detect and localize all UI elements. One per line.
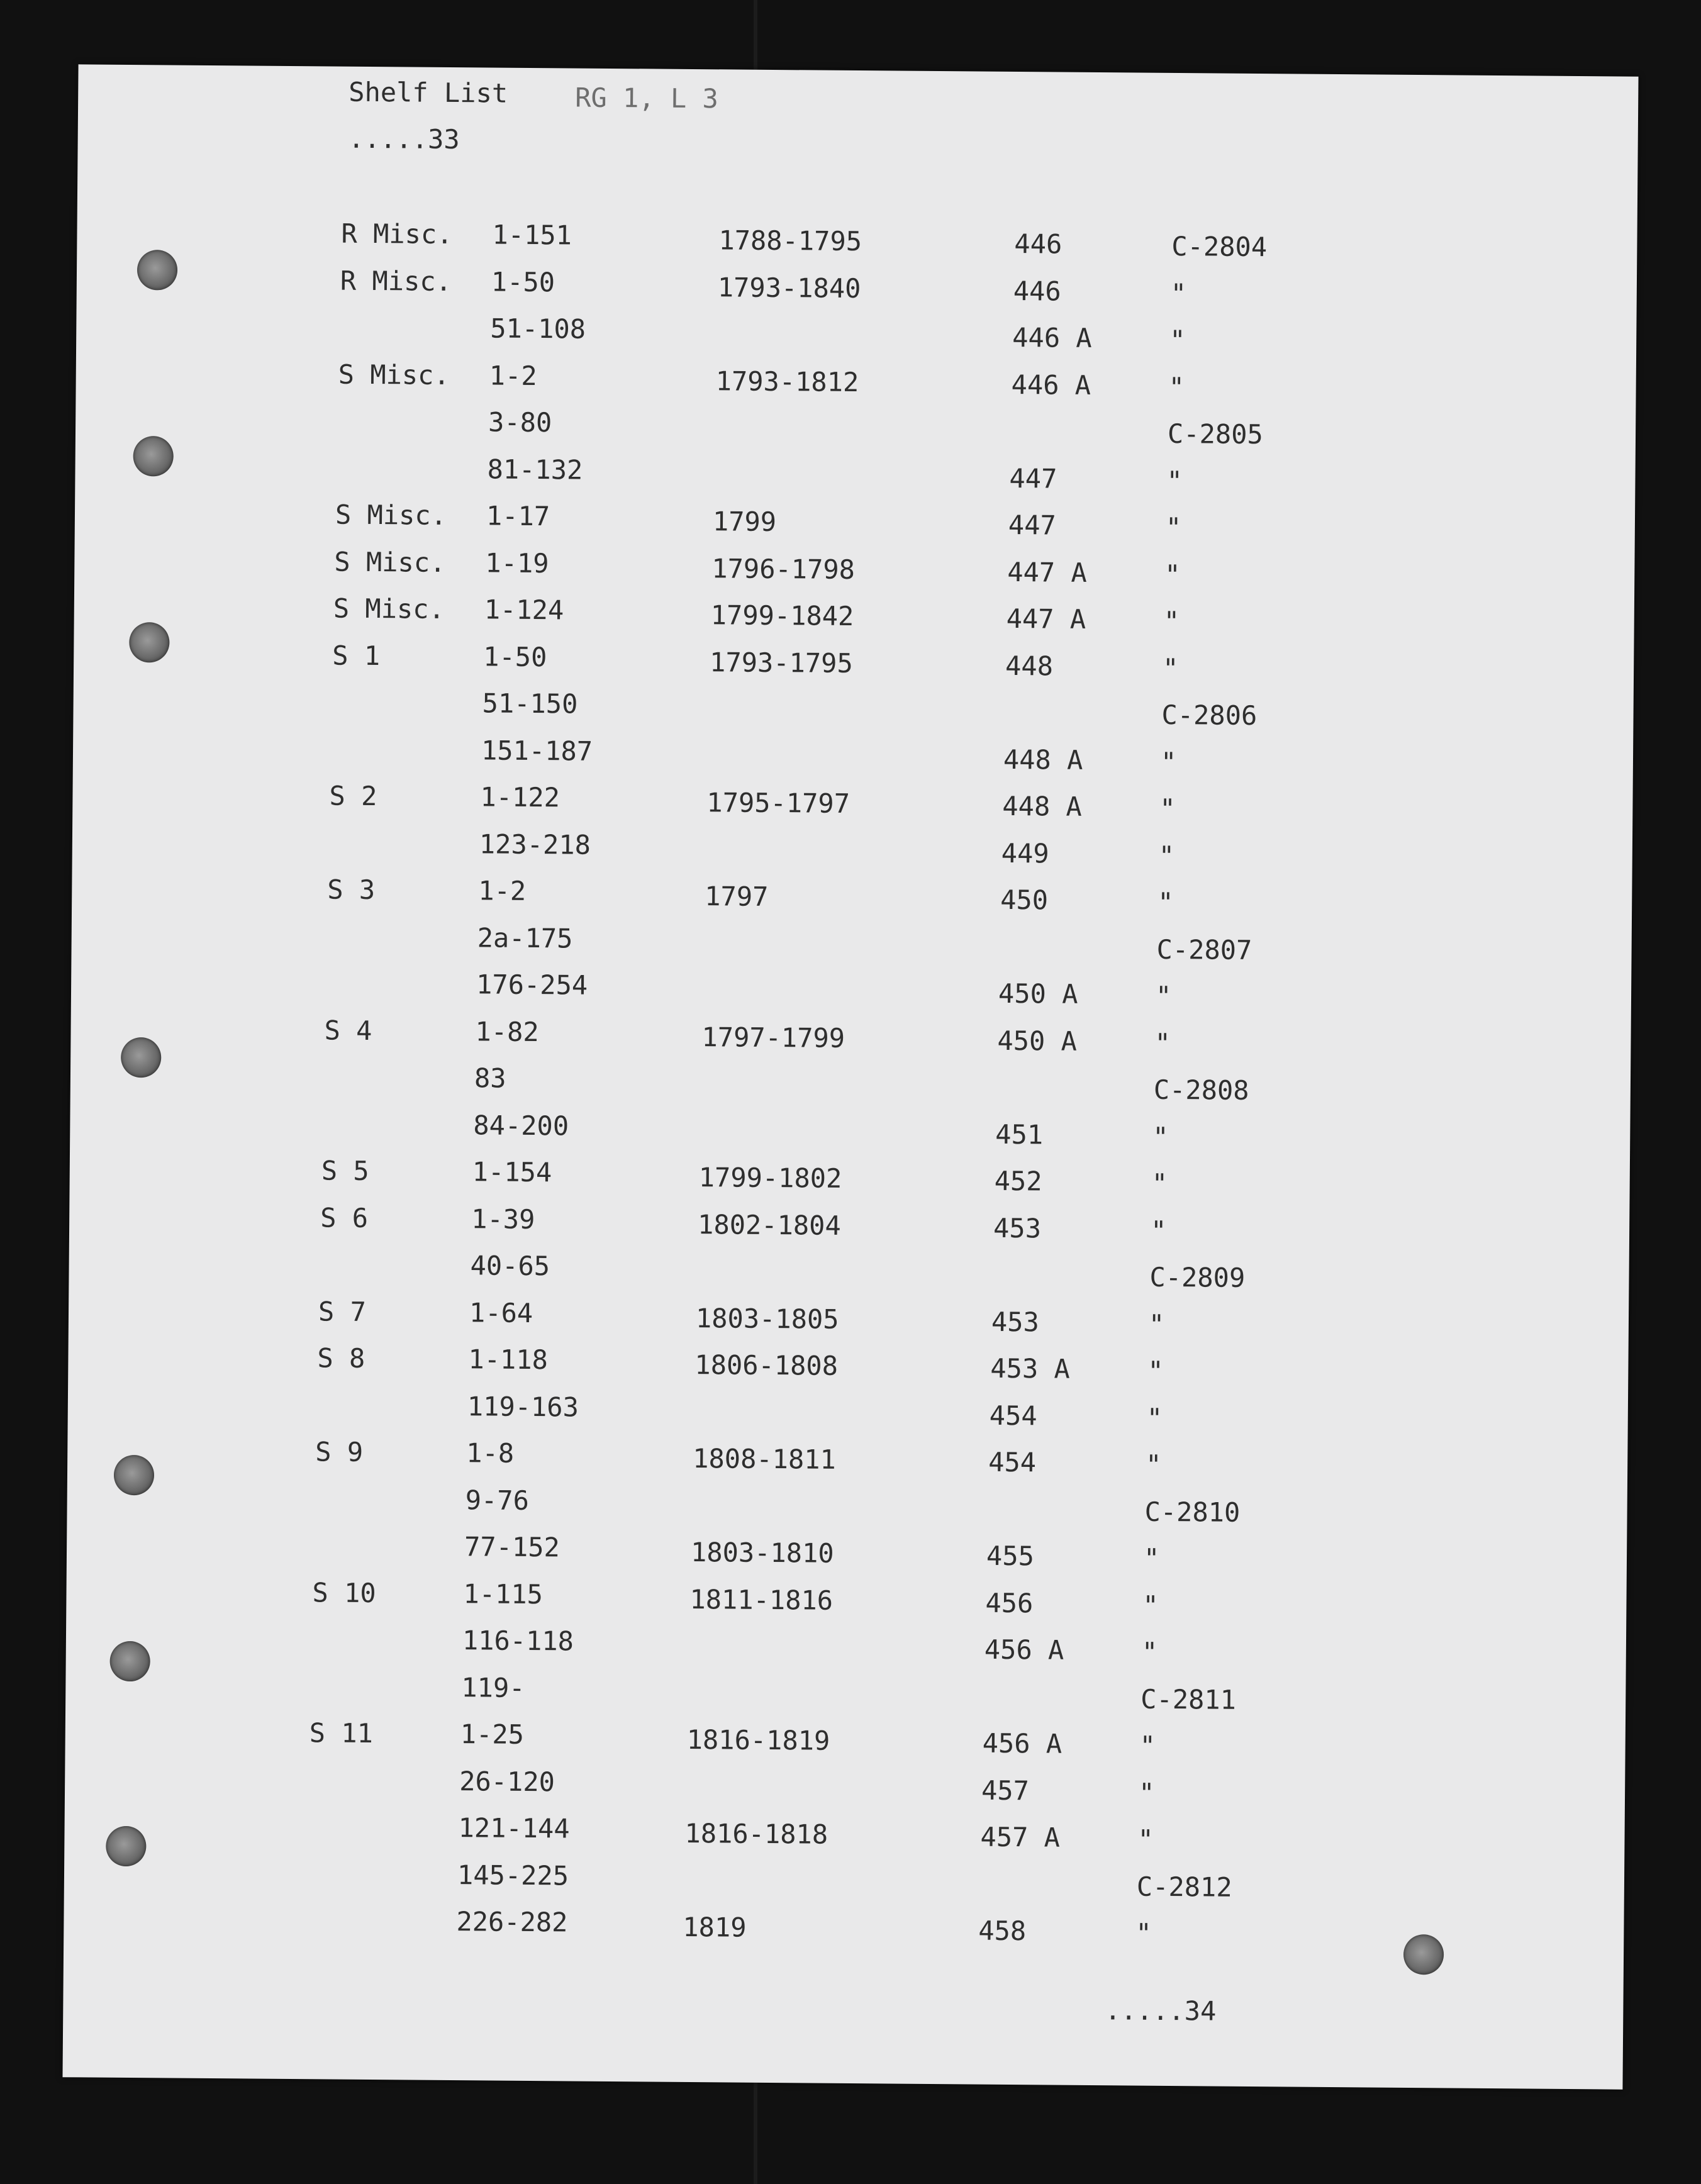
cell-reel: " [1154,1027,1171,1059]
cell-box: 446 [1014,228,1062,260]
cell-dates: 1797-1799 [701,1021,845,1054]
punch-hole [114,1455,155,1496]
cell-box: 447 A [1007,556,1087,588]
cell-dates: 1799-1802 [698,1162,842,1194]
cell-series: S 8 [317,1342,365,1374]
cell-box: 457 [981,1774,1030,1806]
cell-reel: C-2809 [1149,1261,1246,1293]
header-title: Shelf List [349,76,508,109]
cell-box: 458 [978,1915,1027,1947]
cell-box: 449 [1001,837,1049,869]
cell-range: 1-8 [466,1437,515,1469]
cell-box: 450 A [998,978,1078,1010]
cell-dates: 1793-1840 [717,271,861,304]
cell-box: 446 A [1011,369,1091,401]
cell-range: 123-218 [479,828,591,861]
cell-series: S 2 [329,780,377,812]
cell-reel: " [1142,1590,1159,1621]
cell-range: 1-122 [480,781,560,813]
cell-reel: " [1148,1308,1165,1340]
cell-series: S Misc. [338,359,450,391]
cell-reel: " [1160,746,1177,777]
cell-dates: 1808-1811 [693,1443,836,1475]
cell-reel: C-2811 [1141,1683,1237,1715]
cell-series: S Misc. [335,499,447,531]
cell-range: 116-118 [462,1625,574,1657]
cell-range: 3-80 [488,406,552,438]
cell-dates: 1799 [712,506,777,538]
cell-reel: C-2805 [1167,418,1263,450]
cell-range: 1-2 [489,359,537,391]
cell-box: 452 [994,1165,1042,1197]
cell-range: 226-282 [456,1906,568,1938]
cell-box: 454 [988,1446,1037,1478]
cell-reel: " [1139,1730,1156,1761]
cell-dates: 1803-1805 [695,1302,839,1335]
cell-range: 1-151 [492,219,572,251]
cell-reel: " [1141,1636,1158,1668]
cell-reel: " [1166,465,1183,496]
cell-reel: " [1164,559,1181,590]
cell-reel: " [1162,652,1179,684]
cell-reel: " [1143,1542,1160,1574]
cell-reel: " [1150,1215,1167,1246]
cell-range: 83 [474,1062,506,1094]
cell-box: 453 A [990,1352,1070,1384]
cell-dates: 1797 [705,881,769,912]
cell-reel: " [1168,371,1185,403]
cell-box: 453 [991,1306,1040,1337]
cell-box: 456 A [982,1727,1062,1759]
punch-hole [137,250,178,291]
cell-range: 119- [461,1671,525,1703]
cell-range: 1-19 [485,547,549,579]
cell-range: 1-50 [491,265,555,298]
cell-reel: " [1158,840,1175,871]
cell-dates: 1811-1816 [689,1583,834,1616]
cell-reel: " [1155,980,1172,1012]
cell-range: 1-25 [460,1719,525,1750]
cell-series: S Misc. [333,593,445,625]
cell-range: 1-64 [469,1296,533,1329]
cell-dates: 1803-1810 [690,1537,834,1569]
cell-range: 1-39 [471,1203,535,1235]
cell-range: 1-154 [472,1156,552,1188]
cell-series: S 11 [309,1717,374,1749]
cell-box: 447 [1009,462,1057,494]
cell-dates: 1802-1804 [697,1208,841,1241]
cell-range: 1-118 [468,1344,549,1376]
cell-box: 448 A [1002,790,1083,822]
cell-reel: " [1152,1121,1169,1152]
cell-dates: 1816-1818 [684,1817,828,1850]
cell-box: 456 A [984,1634,1064,1666]
cell-reel: C-2812 [1136,1871,1232,1903]
cell-dates: 1788-1795 [718,225,862,257]
cell-reel: " [1145,1449,1162,1480]
cell-box: 457 A [980,1821,1061,1853]
cell-reel: " [1165,511,1182,543]
cell-series: S 9 [315,1436,364,1468]
cell-series: S 6 [320,1201,369,1234]
footer-continued-ref: .....34 [1105,1995,1217,2027]
cell-range: 119-163 [467,1390,579,1423]
cell-range: 1-82 [475,1015,539,1047]
cell-reel: C-2807 [1156,933,1252,966]
cell-range: 51-108 [490,313,586,345]
cell-box: 448 A [1003,744,1083,776]
cell-reel: C-2804 [1171,230,1268,263]
cell-range: 1-17 [486,500,550,532]
cell-range: 81-132 [487,453,583,486]
cell-reel: " [1163,605,1180,637]
punch-hole [106,1826,147,1867]
cell-series: S Misc. [334,546,446,578]
cell-dates: 1816-1819 [686,1724,830,1756]
header-page-ref: .....33 [348,123,460,155]
cell-reel: " [1137,1824,1154,1855]
cell-reel: C-2808 [1153,1074,1249,1106]
cell-reel: " [1157,886,1174,918]
cell-range: 1-50 [483,640,547,672]
cell-reel: " [1169,324,1186,356]
cell-range: 176-254 [476,969,588,1001]
cell-reel: " [1138,1777,1155,1808]
cell-box: 453 [993,1212,1042,1244]
cell-range: 1-124 [484,594,564,626]
cell-reel: " [1135,1917,1152,1949]
cell-series: R Misc. [340,265,452,297]
cell-reel: " [1147,1355,1164,1386]
cell-series: S 10 [312,1576,376,1608]
cell-reel: C-2810 [1144,1496,1241,1528]
cell-series: S 4 [324,1014,372,1046]
cell-range: 2a-175 [477,922,573,954]
cell-reel: " [1146,1402,1163,1434]
punch-hole [121,1037,162,1078]
cell-range: 40-65 [470,1250,550,1282]
cell-dates: 1806-1808 [694,1349,839,1381]
cell-box: 446 A [1012,321,1092,354]
cell-range: 77-152 [464,1531,560,1563]
cell-series: S 3 [327,874,376,906]
shelf-list-page [62,64,1638,2089]
punch-hole [1403,1934,1444,1975]
cell-reel: " [1159,793,1176,825]
cell-reel: C-2806 [1161,699,1258,732]
cell-box: 456 [985,1587,1034,1618]
cell-range: 1-115 [463,1578,544,1610]
cell-box: 454 [989,1400,1037,1431]
cell-dates: 1796-1798 [711,552,856,585]
cell-range: 26-120 [459,1765,555,1797]
punch-hole [129,622,170,663]
cell-dates: 1799-1842 [710,599,854,632]
cell-box: 448 [1005,650,1054,682]
cell-box: 446 [1013,275,1061,307]
cell-range: 84-200 [473,1109,569,1141]
cell-box: 450 [1000,884,1049,916]
cell-reel: " [1151,1167,1168,1199]
cell-range: 51-150 [482,688,578,720]
cell-range: 9-76 [465,1484,530,1516]
cell-reel: " [1170,277,1187,309]
cell-series: R Misc. [341,218,453,250]
cell-range: 121-144 [458,1812,570,1844]
punch-hole [109,1641,150,1682]
cell-box: 455 [986,1540,1035,1572]
cell-box: 450 A [997,1025,1078,1057]
cell-range: 1-2 [478,875,527,906]
cell-series: S 7 [318,1295,367,1327]
cell-dates: 1793-1795 [709,646,853,679]
cell-box: 447 [1008,509,1056,541]
cell-series: S 1 [332,640,381,671]
punch-hole [133,436,174,477]
cell-dates: 1795-1797 [706,787,850,819]
cell-box: 451 [995,1118,1044,1150]
cell-dates: 1793-1812 [715,365,859,398]
cell-box: 447 A [1006,603,1086,635]
cell-series: S 5 [321,1155,369,1186]
cell-range: 151-187 [481,734,593,767]
cell-dates: 1819 [683,1911,747,1943]
header-record-group: RG 1, L 3 [575,82,718,114]
cell-range: 145-225 [457,1859,569,1892]
